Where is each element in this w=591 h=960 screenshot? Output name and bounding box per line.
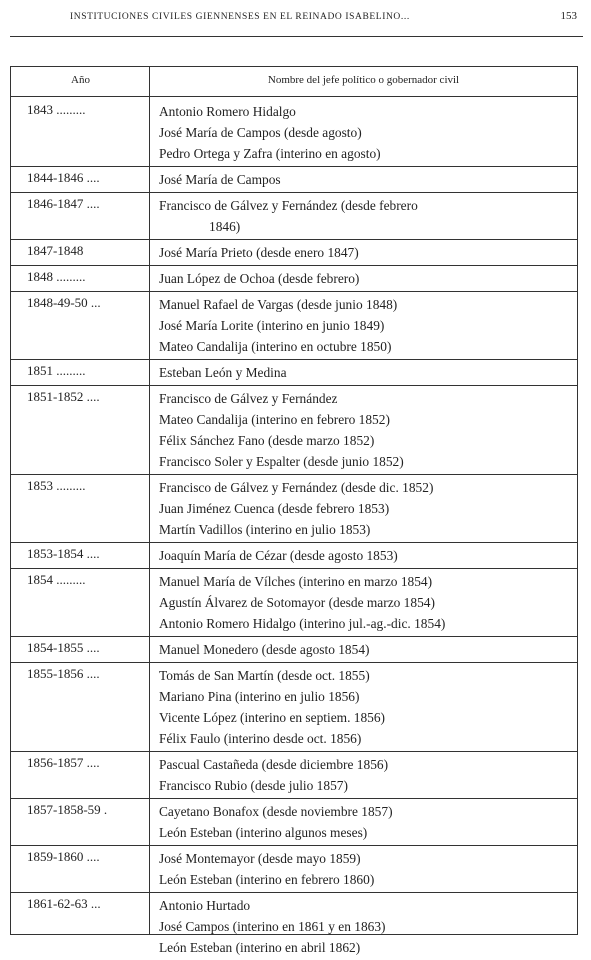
table-row bbox=[11, 752, 577, 799]
year-cell: 1861-62-63 ... bbox=[27, 896, 101, 911]
year-cell: 1856-1857 .... bbox=[27, 755, 100, 770]
name-cell bbox=[159, 169, 577, 190]
governor-name: José Montemayor (desde mayo 1859) bbox=[159, 851, 361, 866]
governor-name: Francisco de Gálvez y Fernández (desde febrero bbox=[159, 198, 418, 213]
column-header-year: Año bbox=[71, 74, 90, 86]
governor-name: Francisco Rubio (desde julio 1857) bbox=[159, 778, 348, 793]
name-cell bbox=[159, 639, 577, 660]
name-cell bbox=[159, 362, 577, 383]
year-cell: 1846-1847 .... bbox=[27, 196, 100, 211]
governor-name: Antonio Hurtado bbox=[159, 898, 251, 913]
governor-name: León Esteban (interino en abril 1862) bbox=[159, 940, 361, 955]
governor-name: Juan Jiménez Cuenca (desde febrero 1853) bbox=[159, 501, 390, 516]
year-cell: 1859-1860 .... bbox=[27, 849, 100, 864]
year-cell: 1844-1846 .... bbox=[27, 170, 100, 185]
governor-name: Mariano Pina (interino en julio 1856) bbox=[159, 689, 360, 704]
column-header-name: Nombre del jefe político o gobernador civil bbox=[267, 74, 460, 86]
name-cell bbox=[159, 571, 577, 634]
page-number: 153 bbox=[560, 10, 577, 22]
name-cell bbox=[159, 268, 577, 289]
name-cell bbox=[159, 801, 577, 843]
year-cell: 1855-1856 .... bbox=[27, 666, 100, 681]
table-row bbox=[11, 266, 577, 292]
table-row bbox=[11, 475, 577, 543]
governor-name: José María Prieto (desde enero 1847) bbox=[159, 245, 359, 260]
governors-table bbox=[10, 66, 578, 955]
year-cell: 1853-1854 .... bbox=[27, 546, 100, 561]
governor-name: León Esteban (interino algunos meses) bbox=[159, 825, 368, 840]
table-row bbox=[11, 799, 577, 846]
governor-name: Félix Faulo (interino desde oct. 1856) bbox=[159, 731, 362, 746]
governor-name: Antonio Romero Hidalgo (interino jul.-ag.-dic. 1854) bbox=[159, 616, 446, 631]
year-cell: 1848 ......... bbox=[27, 269, 86, 284]
governor-name: Joaquín María de Cézar (desde agosto 1853) bbox=[159, 548, 398, 563]
year-cell: 1848-49-50 ... bbox=[27, 295, 101, 310]
governor-name: Francisco de Gálvez y Fernández (desde dic. 1852) bbox=[159, 480, 434, 495]
year-cell: 1851 ......... bbox=[27, 363, 86, 378]
table-row bbox=[11, 193, 577, 240]
name-cell bbox=[159, 388, 577, 472]
governor-name: Pedro Ortega y Zafra (interino en agosto) bbox=[159, 146, 381, 161]
page-header bbox=[8, 8, 583, 30]
name-cell bbox=[159, 754, 577, 796]
name-cell bbox=[159, 665, 577, 749]
governor-name: Esteban León y Medina bbox=[159, 365, 287, 380]
name-cell bbox=[159, 477, 577, 540]
table-row bbox=[11, 637, 577, 663]
name-cell bbox=[159, 101, 577, 164]
name-cell bbox=[159, 294, 577, 357]
year-cell: 1847-1848 bbox=[27, 243, 84, 258]
table-row bbox=[11, 99, 577, 167]
table-row bbox=[11, 292, 577, 360]
governor-name: Martín Vadillos (interino en julio 1853) bbox=[159, 522, 371, 537]
table-row bbox=[11, 240, 577, 266]
year-cell: 1851-1852 .... bbox=[27, 389, 100, 404]
table-row bbox=[11, 167, 577, 193]
governor-name: Manuel Monedero (desde agosto 1854) bbox=[159, 642, 370, 657]
name-cell bbox=[159, 545, 577, 566]
running-title: INSTITUCIONES CIVILES GIENNENSES EN EL REINADO ISABELINO... bbox=[70, 12, 410, 22]
governor-name: Tomás de San Martín (desde oct. 1855) bbox=[159, 668, 370, 683]
table-header-row bbox=[11, 67, 577, 97]
governor-name: Manuel María de Vílches (interino en marzo 1854) bbox=[159, 574, 433, 589]
governor-name: Antonio Romero Hidalgo bbox=[159, 104, 296, 119]
governor-name: Francisco Soler y Espalter (desde junio 1852) bbox=[159, 454, 404, 469]
governor-name: Juan López de Ochoa (desde febrero) bbox=[159, 271, 360, 286]
table-row bbox=[11, 569, 577, 637]
year-cell: 1843 ......... bbox=[27, 102, 86, 117]
governor-name: Pascual Castañeda (desde diciembre 1856) bbox=[159, 757, 389, 772]
year-cell: 1853 ......... bbox=[27, 478, 86, 493]
governor-name: Agustín Álvarez de Sotomayor (desde marzo 1854) bbox=[159, 595, 435, 610]
table-row bbox=[11, 846, 577, 893]
governor-name: Vicente López (interino en septiem. 1856) bbox=[159, 710, 386, 725]
governor-name: José María de Campos bbox=[159, 172, 281, 187]
header-rule bbox=[10, 36, 583, 37]
governor-name: Cayetano Bonafox (desde noviembre 1857) bbox=[159, 804, 393, 819]
table-body bbox=[11, 99, 577, 960]
governor-name: José María Lorite (interino en junio 1849) bbox=[159, 318, 385, 333]
governor-name: Francisco de Gálvez y Fernández bbox=[159, 391, 338, 406]
governor-name: José Campos (interino en 1861 y en 1863) bbox=[159, 919, 386, 934]
governor-name: León Esteban (interino en febrero 1860) bbox=[159, 872, 375, 887]
name-cell bbox=[159, 895, 577, 958]
governor-name: José María de Campos (desde agosto) bbox=[159, 125, 362, 140]
year-cell: 1857-1858-59 . bbox=[27, 802, 108, 817]
governor-name: Mateo Candalija (interino en febrero 1852) bbox=[159, 412, 390, 427]
table-row bbox=[11, 893, 577, 960]
table-row bbox=[11, 360, 577, 386]
governor-name: Manuel Rafael de Vargas (desde junio 1848) bbox=[159, 297, 398, 312]
table-row bbox=[11, 543, 577, 569]
table-row bbox=[11, 663, 577, 752]
governor-name: Mateo Candalija (interino en octubre 1850) bbox=[159, 339, 392, 354]
governor-name: 1846) bbox=[209, 219, 241, 234]
name-cell bbox=[159, 848, 577, 890]
governor-name: Félix Sánchez Fano (desde marzo 1852) bbox=[159, 433, 375, 448]
year-cell: 1854 ......... bbox=[27, 572, 86, 587]
name-cell bbox=[159, 195, 577, 237]
table-row bbox=[11, 386, 577, 475]
name-cell bbox=[159, 242, 577, 263]
year-cell: 1854-1855 .... bbox=[27, 640, 100, 655]
